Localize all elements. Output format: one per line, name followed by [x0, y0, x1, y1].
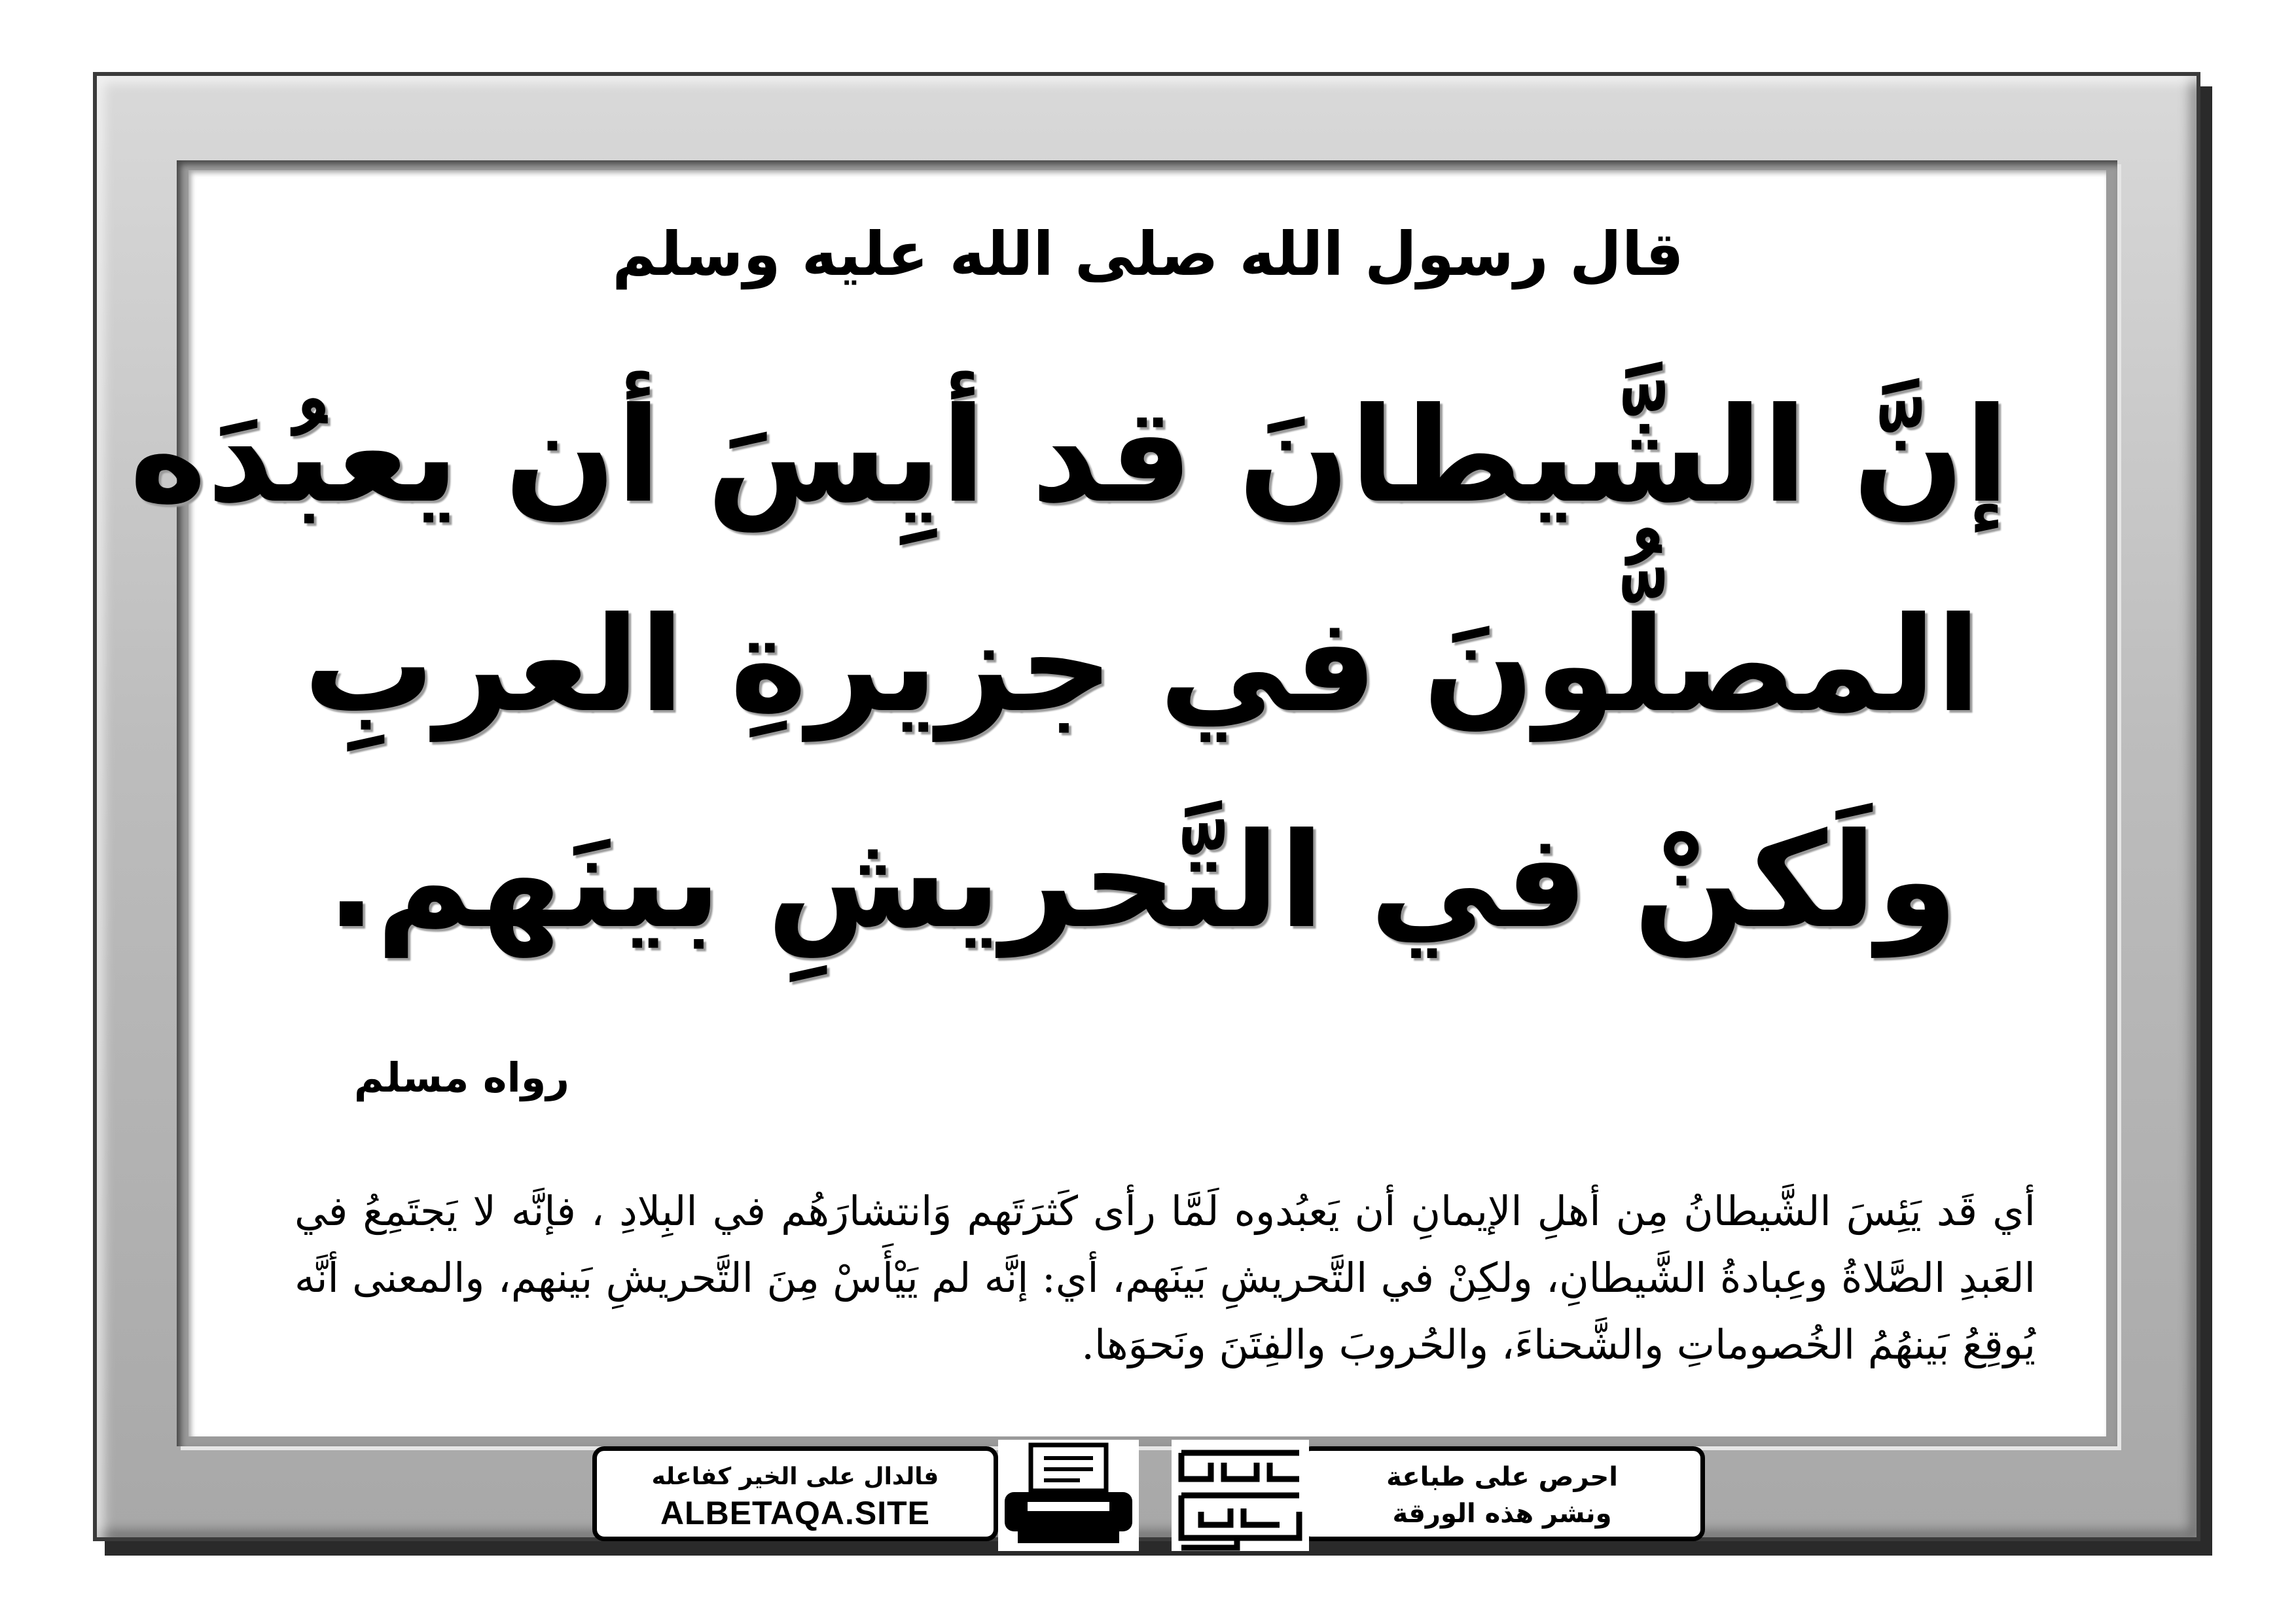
- hadith-source: رواه مسلم: [353, 1054, 569, 1101]
- calligraphic-logo: [1172, 1440, 1309, 1551]
- print-encouragement-line-1: احرص على طباعة: [1386, 1462, 1618, 1492]
- print-encouragement-box: [1299, 1446, 1705, 1541]
- hadith-line-3: ولَكنْ في التَّحريشِ بينَهم.: [326, 805, 1958, 957]
- hadith-line-1: إنَّ الشَّيطانَ قد أيِسَ أن يعبُدَه: [129, 380, 2009, 532]
- printer-icon: [998, 1440, 1139, 1551]
- print-encouragement-line-2: ونشر هذه الورقة: [1392, 1499, 1612, 1529]
- intro-heading: قال رسول الله صلى الله عليه وسلم: [612, 219, 1684, 289]
- hadith-line-2: المصلُّونَ في جزيرةِ العربِ: [303, 589, 1981, 741]
- footer-banner: [592, 1440, 1705, 1551]
- proverb-text: فالدال على الخير كفاعله: [651, 1463, 939, 1490]
- website-url: ALBETAQA.SITE: [660, 1495, 931, 1531]
- website-box: [592, 1446, 998, 1541]
- explanation-text: أي قَد يَئِسَ الشَّيطانُ مِن أهلِ الإيمانِ أن يَعبُدوه لَمَّا رأى كَثرَتَهم وَانتشارَهُم في البِلادِ ، فإنَّه لا يَجتَمِعُ في العَبدِ الصَّلاةُ وعِبادةُ الشَّيطانِ، ولكِنْ في التَّحريشِ بَينَهم، أي: إنَّه لم يَيْأَسْ مِنَ التَّحريشِ بَينهم، والمعنى أنَّه يُوقِعُ بَينهُمُ الخُصوماتِ والشَّحناءَ، والحُروبَ والفِتَنَ ونَحوَها.: [295, 1187, 2036, 1368]
